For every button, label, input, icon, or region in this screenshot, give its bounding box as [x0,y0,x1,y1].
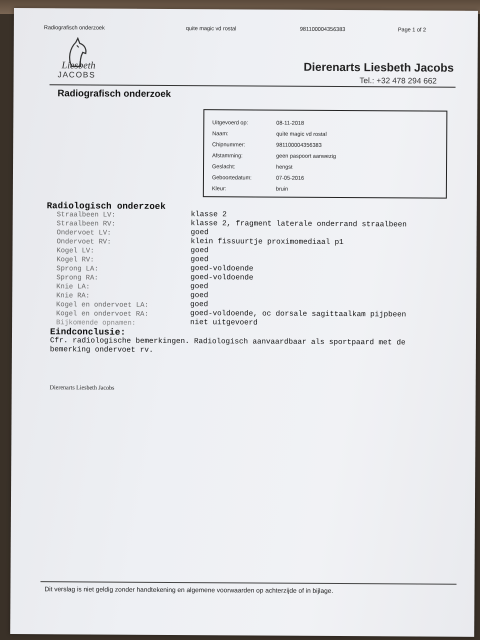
finding-value: goed [190,247,209,256]
finding-value: goed [190,256,209,265]
signature-line: Dierenarts Liesbeth Jacobs [49,385,115,392]
practice-name: Dierenarts Liesbeth Jacobs [303,61,454,75]
practice-phone: Tel.: +32 478 294 662 [359,76,437,86]
footer-divider [40,581,456,585]
footer-disclaimer: Dit verslag is niet geldig zonder handtekening en algemene voorwaarden op achterzijde of in bijlage. [44,586,334,595]
finding-label: Knie RA: [56,292,90,301]
section-title: Radiologisch onderzoek [46,201,166,212]
header-horse-name: quite magic vd rostal [185,26,237,33]
finding-label: Ondervoet RV: [56,238,112,247]
info-value: 981100004356383 [276,142,322,149]
page-title: Radiografisch onderzoek [57,88,172,100]
finding-value: goed-voldoende [190,274,254,283]
header-doc-name: Radiografisch onderzoek [43,25,105,32]
finding-label: Kogel en ondervoet LA: [56,301,149,310]
finding-value: goed [190,283,209,292]
finding-value: goed-voldoende [190,265,254,274]
finding-value: klein fissuurtje proximomediaal p1 [190,238,344,248]
finding-label: Knie LA: [56,283,90,292]
finding-label: Kogel en ondervoet RA: [56,310,149,319]
finding-value: klasse 2, fragment laterale onderrand straalbeen [190,220,407,230]
info-value: 08-11-2018 [276,120,305,127]
finding-label: Straalbeen LV: [56,211,116,220]
report-page [10,8,478,637]
info-value: 07-05-2016 [275,175,305,182]
logo-caps-text: JACOBS [57,70,96,80]
finding-value: goed [190,292,209,301]
finding-label: Sprong RA: [56,274,99,283]
finding-label: Ondervoet LV: [56,229,112,238]
info-label: Uitgevoerd op: [212,120,249,127]
finding-label: Kogel LV: [56,247,95,256]
info-value: bruin [275,186,289,193]
finding-label: Bijkomende opnamen: [56,319,136,328]
info-label: Geboortedatum: [211,175,252,182]
info-label: Kleur: [211,186,227,193]
finding-value: goed [190,301,209,310]
info-value: geen paspoort aanwezig [276,153,337,160]
info-label: Chipnummer: [212,142,246,149]
logo-script-text: Liesbeth [61,60,96,72]
info-value: quite magic vd rostal [276,131,327,138]
conclusion-text: Cfr. radiologische bemerkingen. Radiologisch aanvaardbaar als sportpaard met de bemerking ondervoet rv. [49,337,406,355]
finding-value: goed [190,229,209,238]
finding-label: Straalbeen RV: [56,220,116,229]
finding-value: niet uitgevoerd [190,319,258,328]
finding-value: klasse 2 [190,211,227,220]
header-chip: 981100004356383 [299,26,346,34]
header-page: Page 1 of 2 [397,27,427,34]
info-label: Afstamming: [212,153,243,160]
finding-value: goed-voldoende, oc dorsale sagittaalkam pijpbeen [190,310,407,320]
info-label: Geslacht: [212,164,236,171]
info-label: Naam: [212,131,229,138]
info-value: hengst [276,164,293,171]
finding-label: Kogel RV: [56,256,95,265]
finding-label: Sprong LA: [56,265,99,274]
patient-info-box [203,109,448,198]
conclusion-title: Eindconclusie: [49,327,126,338]
